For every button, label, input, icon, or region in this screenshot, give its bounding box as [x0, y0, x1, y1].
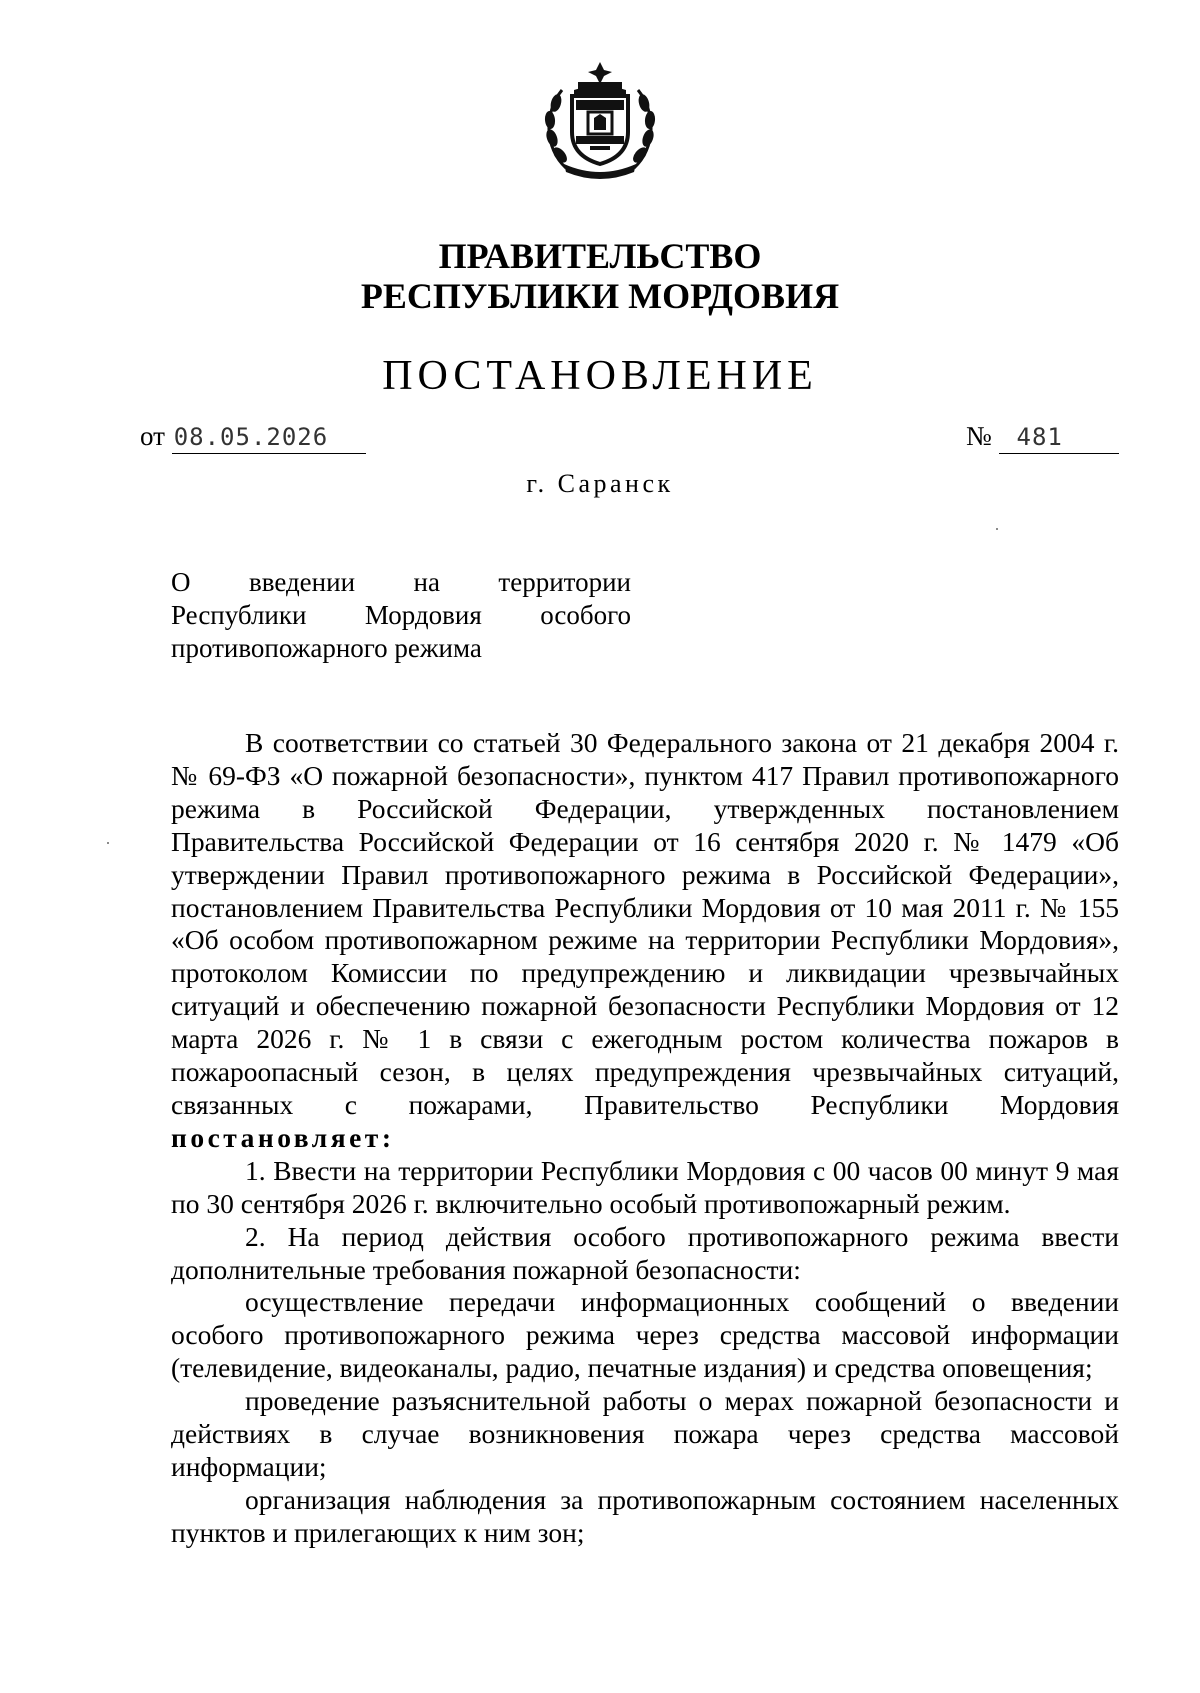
clause-paragraph: 2. На период действия особого противопожарного режима ввести дополнительные требования пожарной безопасности:: [171, 1220, 1119, 1285]
document-date: [140, 420, 366, 454]
date-prefix: от: [140, 421, 165, 451]
preamble-text: В соответствии со статьей 30 Федерального закона от 21 декабря 2004 г. № 69-ФЗ «О пожарной безопасности», пунктом 417 Правил противопожарного режима в Российской Федерации, утвержденных постановлением Правительства Российской Федерации от 16 сентября 2020 г. № 1479 «Об утверждении Правил противопожарного режима в Российской Федерации», постановлением Правительства Республики Мордовия от 10 мая 2011 г. № 155 «Об особом противопожарном режиме на территории Республики Мордовия», протоколом Комиссии по предупреждению и ликвидации чрезвычайных ситуаций и обеспечению пожарной безопасности Республики Мордовия от 12 марта 2026 г. № 1 в связи с ежегодным ростом количества пожаров в пожароопасный сезон, в целях предупреждения чрезвычайных ситуаций, связанных с пожарами, Правительство Республики Мордовия: [171, 727, 1119, 1120]
document-subject: [171, 566, 631, 665]
number-value: 481: [999, 421, 1119, 454]
document-body: [171, 727, 1119, 1550]
requirement-paragraph: проведение разъяснительной работы о мерах пожарной безопасности и действиях в случае возникновения пожара через средства массовой информации;: [171, 1385, 1119, 1482]
coat-of-arms-emblem: [538, 60, 662, 184]
city-name: г. Саранск: [526, 469, 674, 498]
number-prefix: №: [966, 421, 992, 451]
subject-line: противопожарного режима: [171, 633, 482, 663]
subject-line: О введении на территории: [171, 567, 631, 597]
document-number: [966, 420, 1119, 454]
organization-name-line1: ПРАВИТЕЛЬСТВО: [438, 236, 762, 276]
preamble-paragraph: [171, 727, 1119, 1155]
scan-speck: [107, 842, 109, 844]
document-type-title: ПОСТАНОВЛЕНИЕ: [382, 353, 818, 399]
resolution-keyword: постановляет:: [171, 1121, 395, 1153]
organization-name-line2: РЕСПУБЛИКИ МОРДОВИЯ: [360, 276, 840, 316]
date-value: 08.05.2026: [172, 421, 366, 454]
clause-paragraph: 1. Ввести на территории Республики Мордовия с 00 часов 00 минут 9 мая по 30 сентября 2026 г. включительно особый противопожарный режим.: [171, 1154, 1119, 1219]
requirement-paragraph: организация наблюдения за противопожарным состоянием населенных пунктов и прилегающих к ним зон;: [171, 1483, 1119, 1548]
subject-line: Республики Мордовия особого: [171, 600, 631, 630]
requirement-paragraph: осуществление передачи информационных сообщений о введении особого противопожарного режима через средства массовой информации (телевидение, видеоканалы, радио, печатные издания) и средства оповещения;: [171, 1286, 1119, 1384]
scan-speck: [996, 528, 998, 530]
